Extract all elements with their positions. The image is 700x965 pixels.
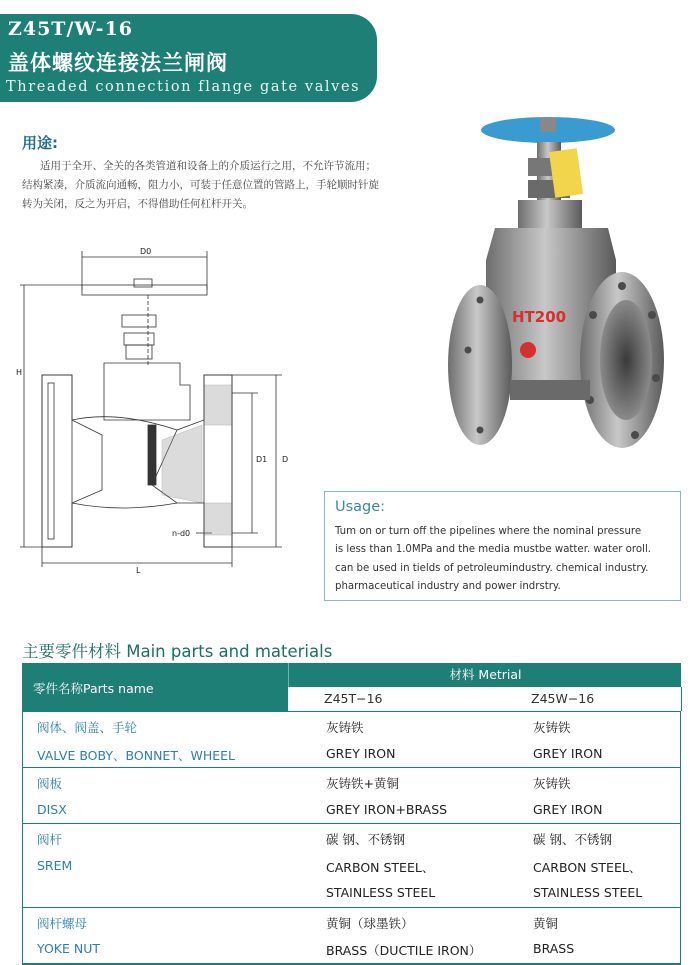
dim-h-label: H — [16, 368, 23, 377]
part-name-cell: SREM — [37, 857, 73, 873]
material-b-cell: 灰铸铁 — [533, 720, 571, 735]
material-b-cell: BRASS — [533, 941, 575, 956]
dim-l-label: L — [136, 566, 141, 575]
usage-line: is less than 1.0MPa and the media mustbe watter. water oroll. — [335, 544, 652, 556]
material-b-cell: 黄铜 — [533, 915, 559, 931]
usage-line: can be used in tields of petroleumindustry. chemical industry. — [335, 562, 649, 574]
usage-title-en: Usage: — [335, 499, 386, 515]
usage-line: 转为关闭，反之为开启，不得借助任何杠杆开关。 — [22, 198, 253, 210]
part-name-cell: DISX — [37, 801, 67, 817]
technical-drawing — [12, 245, 312, 575]
usage-text-en — [335, 523, 677, 596]
material-b-cell: STAINLESS STEEL — [533, 885, 643, 900]
dim-d-label: D — [282, 455, 289, 464]
header-material: 材料 Metrial — [288, 663, 682, 685]
table-row — [23, 935, 680, 963]
table-row — [23, 879, 680, 907]
material-a-cell: 灰铸铁+黄铜 — [326, 776, 399, 791]
material-b-cell: GREY IRON — [533, 801, 603, 817]
header-banner — [0, 14, 377, 102]
material-a-cell: STAINLESS STEEL — [326, 885, 436, 900]
material-a-cell: GREY IRON+BRASS — [326, 801, 448, 817]
material-b-cell: CARBON STEEL、 — [533, 859, 642, 875]
dim-d0-label: D0 — [140, 247, 152, 256]
usage-line: pharmaceutical industry and power indrstry. — [335, 580, 561, 592]
material-b-cell: 灰铸铁 — [533, 776, 571, 791]
table-row — [23, 712, 680, 740]
part-name-cell: VALVE BOBY、BONNET、WHEEL — [37, 747, 235, 763]
model-code: Z45T/W-16 — [8, 18, 134, 40]
material-a-cell: GREY IRON — [326, 745, 396, 761]
usage-line: Tum on or turn off the pipelines where the nominal pressure — [335, 526, 642, 537]
table-row — [23, 740, 680, 768]
product-title-en: Threaded connection flange gate valves — [6, 79, 361, 95]
usage-box-en — [324, 491, 681, 601]
part-name-cell: 阀体、阀盖、手轮 — [37, 720, 138, 735]
header-model-row — [288, 687, 682, 711]
material-b-cell: 碳 钢、不锈钢 — [533, 832, 612, 847]
usage-text-cn — [22, 157, 418, 214]
table-group — [23, 767, 680, 823]
material-a-cell: CARBON STEEL、 — [326, 859, 435, 875]
material-b-cell: GREY IRON — [533, 745, 603, 761]
material-a-cell: 碳 钢、不锈钢 — [326, 832, 405, 847]
table-row — [23, 768, 680, 796]
parts-section-title: 主要零件材料 Main parts and materials — [22, 642, 333, 661]
table-row — [23, 852, 680, 880]
dim-nd0-label: n-d0 — [172, 529, 191, 538]
table-row — [23, 908, 680, 936]
table-group — [23, 823, 680, 907]
usage-title-cn: 用途: — [22, 134, 58, 152]
table-row — [23, 824, 680, 852]
header-col-b: Z45W−16 — [531, 691, 595, 706]
table-group — [23, 907, 680, 963]
header-col-a: Z45T−16 — [324, 691, 383, 706]
table-group — [23, 711, 680, 767]
header-part-name: 零件名称Parts name — [33, 681, 154, 696]
part-name-cell: 阀杆螺母 — [37, 915, 88, 931]
material-a-cell: 灰铸铁 — [326, 720, 364, 735]
casting-mark: HT200 — [512, 308, 567, 326]
part-name-cell: 阀杆 — [37, 832, 63, 847]
material-a-cell: 黄铜（球墨铁） — [326, 915, 414, 931]
material-a-cell: BRASS（DUCTILE IRON） — [326, 943, 482, 958]
table-header — [22, 663, 681, 711]
valve-photo — [440, 110, 675, 465]
product-title-cn: 盖体螺纹连接法兰闸阀 — [8, 50, 228, 75]
table-body — [22, 711, 681, 965]
dim-d1-label: D1 — [256, 455, 268, 464]
part-name-cell: 阀板 — [37, 776, 63, 791]
usage-line: 结构紧凑，介质流向通畅，阻力小，可装于任意位置的管路上，手轮顺时针旋 — [22, 179, 379, 191]
parts-table — [22, 663, 681, 965]
table-row — [23, 796, 680, 824]
part-name-cell: YOKE NUT — [37, 941, 100, 956]
usage-line: 适用于全开、全关的各类管道和设备上的介质运行之用，不允许节流用； — [40, 160, 376, 172]
